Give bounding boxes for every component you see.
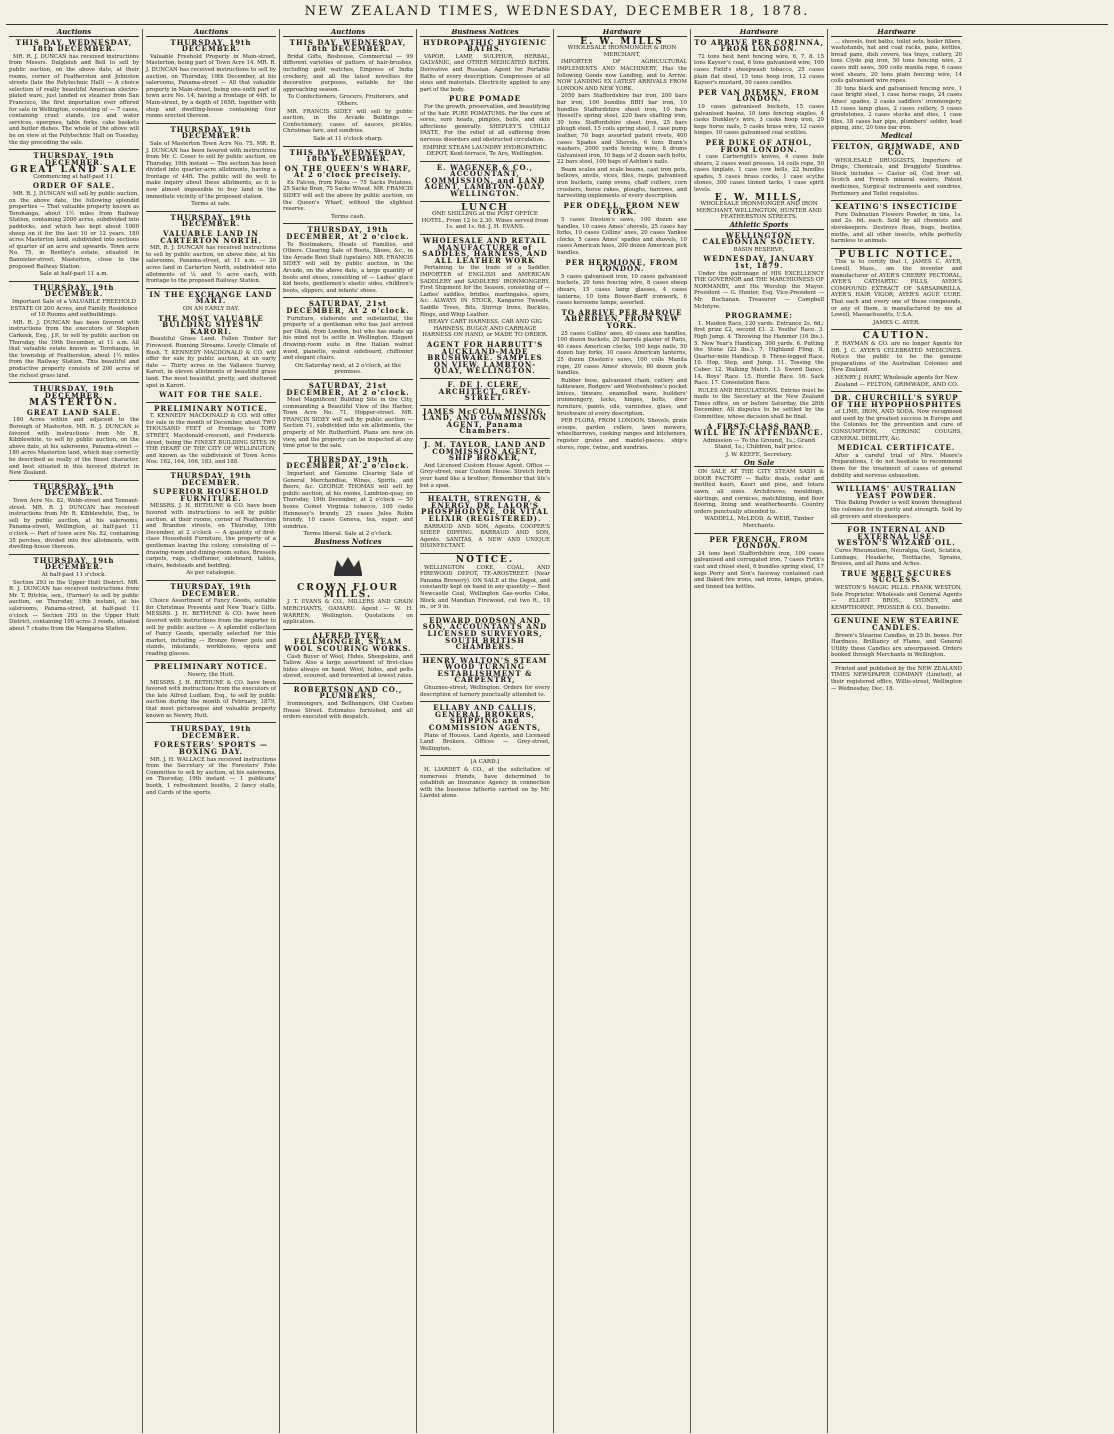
- ad-text: Most Magnificent Building Site in the City, commanding a Beautiful View of the Harbor, Town Acre No. 71, Hopper-street. MR. FRANCIS SIDEY will sell by public auction — Section 71, subdivided into six allotments, the property of Mr. Rutherfurd. Plans are now on view, and the property can be inspected at any time prior to the sale.: [283, 397, 413, 450]
- ad-text: This Baking Powder is well known throughout the colonies for its purity and strength. Sold by all grocers and storekeepers.: [831, 500, 962, 520]
- ad-title: FELTON, GRIMWADE, AND CO.: [832, 141, 961, 158]
- ad-text: 5 cases Disston's saws, 100 dozen axe handles, 10 cases Ames' shovels, 25 cases hay forks, 10 cases Collins' axes, 20 cases Yankee clocks, 5 cases Ames' spades and shovels, 10 cases American hoes, 200 dozen American pick handles.: [557, 217, 687, 256]
- divider: [694, 533, 824, 534]
- ad-text: To Bootmakers, Heads of Families, and Others. Clearing Sale of Boots, Shoes, &c., in the Arcade Boot Stall (upstairs). MR. FRANCIS SIDEY will sell by public auction, in the Arcade, on the above date, a large quantity of boots and shoes, consisting of — Ladies' glacé kid boots, gentlemen's elastic sides, children's boots, slippers, and infants' shoes.: [283, 241, 413, 294]
- ad-text: WHOLESALE DRUGGISTS, Importers of Drugs, Chemicals, and Druggists' Sundries. Stock includes — Castor oil, Cod liver oil, Scotch and French mineral waters, Patent medicines, Surgical instruments and sundries, Perfumery and Toilet requisites.: [831, 157, 962, 197]
- ad-title: PURE POMADE: [449, 94, 521, 104]
- section-heading: Auctions: [146, 29, 276, 37]
- ad-text: Cash Buyer of Wool, Hides, Sheepskins, and Tallow. Also a large assortment of first-class hides always on hand. Wool, hides, and pelts stored, scoured, and forwarded at lowest rates.: [283, 653, 413, 680]
- ad-text: MR. R. J. DUNCAN will sell by public auction, on the above date, the following splendid properties — That valuable property known as Torohanga, about 1½ miles from Railway Station, containing 2000 acres, subdivided into paddocks, and which has kept about 1000 sheep on it for the last 10 or 12 years. 180 acres Masterton land, subdivided into sections of quarter of an acre and upwards. Town acre No. 75, in Beetley's estate, situated in Bannister-street, Masterton, close to the proposed Railway Station.: [9, 191, 139, 270]
- section-heading: Business Notices: [420, 29, 550, 37]
- ad-text: MESSRS. J. H. BETHUNE & CO. have been favored with instructions to sell by public auction, at their rooms, corner of Featherston and Brandon streets, on Thursday, 19th December, at 2 o'clock — A quantity of first-class Household Furniture, the property of a gentleman leaving the colony, consisting of — drawing-room and dining-room suites, Brussels carpets, rugs, cheffonier, sideboard, tables, chairs, bedsteads and bedding.: [146, 503, 276, 569]
- ad-date: THURSDAY, 19th DECEMBER.: [170, 212, 252, 229]
- ad-title: ALFRED TYER, FELLMONGER, STEAM WOOL SCOURING WORKS.: [284, 630, 412, 653]
- divider: [283, 223, 413, 224]
- ad-text: Sale of Masterton Town Acre No. 75. MR. R. J. DUNCAN has been favored with instructions from Mr. C. Coser to sell by public auction, on Thursday, 19th instant — The section has been divided into quarter-acre allotments, having a frontage of 44ft. The public will do well to make inquiry about these allotments, as it is now almost impossible to buy land in the immediate vicinity of the proposed station.: [146, 140, 276, 200]
- ad-title: LUNCH: [461, 202, 509, 213]
- divider: [420, 161, 550, 162]
- ad-date: THURSDAY, 19th DECEMBER.: [33, 555, 115, 572]
- ad-date: THURSDAY, 19th DECEMBER.: [170, 724, 252, 740]
- ad-sub: ON AN EARLY DAY.: [182, 305, 240, 312]
- section-heading: Auctions: [9, 29, 139, 37]
- ad-text: Ironmongers, and Bellhangers, Old Custom House Street. Estimates furnished, and all orders executed with despatch.: [283, 701, 413, 721]
- column-4: [417, 29, 554, 1433]
- ad-sub: PROGRAMME:: [725, 311, 793, 321]
- ad-text: Bridal Gifts, Boshouse, Commercial — 99 different varieties of pattern of hair-brushes, including gold watches, Empress of India crockery, and all the latest novelties for decorative purposes, suitable for the approaching season.: [283, 53, 413, 93]
- ad-text: MR. J. H. WALLACE has received instructions from the Secretary of the Foresters' Fete Committee to sell by auction, at his salerooms, on Thursday, 19th instant — 1 publicans' booth, 1 refreshment booths, 2 fancy stalls, and Cards of the sports.: [146, 756, 276, 796]
- ad-text: Ghuznee-street, Wellington. Orders for every description of turnery punctually attended to.: [420, 685, 550, 698]
- divider: [146, 580, 276, 581]
- divider: [9, 554, 139, 555]
- ad-title: CAUTION.: [862, 331, 931, 342]
- ad-text: Brown's Stearine Candles, in 25 lb. boxes. For Hardness, Brilliancy of Flame, and General Utility these Candles are unsurpassed. Orders booked through Merchants in Wellington.: [831, 632, 962, 659]
- ad-title: WELLINGTON CALEDONIAN SOCIETY.: [702, 230, 816, 247]
- divider: [420, 378, 550, 379]
- divider: [146, 402, 276, 403]
- ad-date: THURSDAY, 19th DECEMBER.: [170, 581, 252, 598]
- ad-text: 5 cases galvanised iron, 10 cases galvanised buckets, 20 tons fencing wire, 8 cases sheep shears, 15 cases lamp glasses, 4 cases lanterns, 10 tons Bower-Barff ironwork, 6 cases kerosene lamps, assorted.: [557, 273, 687, 307]
- divider: [146, 123, 276, 124]
- ad-title: THE MOST VALUABLE BUILDING SITES IN KARORI.: [158, 313, 264, 336]
- ad-title: E. WAGENER & CO., ACCOUNTANT, COMMISSION, and LAND AGENT, LAMBTON-QUAY, WELLINGTON.: [424, 162, 546, 199]
- ad-title: WHOLESALE AND RETAIL MANUFACTURER of SADDLES, HARNESS, AND ALL LEATHER WORK: [422, 236, 548, 265]
- ad-title: PER ODELL, FROM NEW YORK.: [563, 200, 681, 217]
- ad-text: T. KENNEDY MACDONALD & CO. will offer for sale in the month of December, about TWO THOUSAND FEET of Frontage to TORY STREET, Macdonald-crescent, and Frederick-street, being the FINEST BUILDING SITES IN THE HEART OF THE CITY OF WELLINGTON, and known as the subdivision of Town Acres Nos. 162, 164, 166, 183, and 188.: [146, 413, 276, 466]
- ad-tail: HEAVY CART HARNESS, CAB AND GIG HARNESS, BUGGY AND CARRIAGE HARNESS ON HAND, or MADE TO ORDER.: [422, 319, 548, 339]
- divider: [283, 297, 413, 298]
- ad-sub: WHOLESALE IRONMONGER & IRON MERCHANT,: [567, 45, 677, 58]
- ad-text: Choice Assortment of Fancy Goods, suitable for Christmas Presents and New Year's Gifts. MESSRS. J. H. BETHUNE & CO. have been favored with instructions from the importer to sell by public auction — A splendid collection of Fancy Goods, specially selected for this market, including — Bronze flower pots and stands, inkstands, workboxes, opera and reading glasses.: [146, 598, 276, 657]
- divider: [420, 654, 550, 655]
- imprint: Printed and published by the NEW ZEALAND TIMES NEWSPAPER COMPANY (Limited), at their registered office, Willis-street, Wellington — Wednesday, Dec. 18.: [831, 665, 962, 692]
- divider: [420, 755, 550, 756]
- ad-title: PER VAN DIEMEN, FROM LONDON.: [698, 87, 820, 104]
- ad-tail: On Saturday next, at 2 o'clock, at the premises.: [295, 362, 401, 376]
- ad-text: 30 tons black and galvanised fencing wire, 1 case bright steel, 1 case horse rasps, 24 cases Ames' spades, 2 casks saddlers' ironmongery, 15 cases lamp glass, 2 cases cutlery, 5 cases grindstones, 2 cases stocks and dies, 1 case files, 18 cases bar pipe, plumbers' solder, lead piping, zinc, 20 tons bar iron.: [831, 85, 962, 132]
- ad-text: Valuable Freehold Property in Main-street, Masterton, being part of Town Acre 14. MR. R. J. DUNCAN has received instructions to sell by auction, on Thursday, 19th December, at his salerooms, Panama-street — All that valuable property in Main-street, being one-sixth part of town acre No. 14, having a frontage of 44ft. to Main-street, by a depth of 165ft. together with shop and dwelling-house containing four rooms erected thereon.: [146, 53, 276, 120]
- ad-title: HEALTH, STRENGTH, & ENERGY. DR. LALOR'S PHOSPHODYNE, OR VITAL ELIXIR (REGISTERED).: [421, 494, 549, 523]
- divider: [146, 660, 276, 661]
- ad-title: TRUE MERIT SECURES SUCCESS.: [841, 568, 952, 585]
- ad-title: TO ARRIVE PER BARQUE ABERDEEN, FROM NEW YORK.: [561, 307, 683, 330]
- ad-text: ... shovels, foot baths, toilet sets, boiler fillers, washstands, hat and coat racks, pans, kettles, bread pans, dish covers, tea trays, cutlery, 20 tons Clyde pig iron, 50 tons fencing wire, 2 cases mill saws, 300 coils manila rope, 6 cases wool shears, 20 tons plain fencing wire, 14 coils galvanised wire ropes.: [831, 38, 962, 85]
- ad-date: THURSDAY, 19th DECEMBER.: [170, 124, 252, 141]
- ad-date: THURSDAY, 19th DECEMBER.: [33, 481, 115, 498]
- section-heading: On Sale: [694, 460, 824, 468]
- ad-text: Section 293 in the Upper Hutt District. MR. R. J. DUNCAN has received instructions from Mr. T. Ritchie, sen., (Farmer) to sell by public auction, on Thursday, 19th instant, at his salerooms, Panama-street, at half-past 11 o'clock — Section 293 in the Upper Hutt District, containing 100 acres 3 roods, situated about 7 chains from the Mangaroa Station.: [9, 579, 139, 632]
- ad-date: THURSDAY, 19th DECEMBER.: [33, 282, 115, 299]
- ad-date: THURSDAY, 19th DECEMBER.: [170, 471, 252, 487]
- ad-date: WEDNESDAY, JANUARY 1st, 1879.: [703, 254, 815, 270]
- ad-title: PER HERMIONE, FROM LONDON.: [565, 257, 679, 274]
- crown-icon: [283, 553, 413, 580]
- divider: [9, 382, 139, 383]
- ad-title: AGENT FOR HARBUTT'S AUCKLAND-MADE BRUSHWARE. SAMPLES ON VIEW. LAMBTON-QUAY, WELLINGTON.: [426, 339, 544, 376]
- ad-text: Pertaining to the trade of a Saddler. IMPORTER of ENGLISH and AMERICAN SADDLERY and SADDLERS' IRONMONGERY. First Shipment for the Season, consisting of — Ladies' saddles, bridles, martingales, spurs, &c. ALWAYS IN STOCK, Kangaroo Tweeds, Saddle Trees, Bits, Stirrup Irons, Buckles, Rings, and Whip Leather.: [420, 265, 550, 318]
- section-heading: Hardware: [557, 29, 687, 37]
- ad-text: And Licensed Custom House Agent. Office — Grey-street, near Custom House. Stretch forth your hand like a brother; Remember that life's but a span.: [420, 462, 550, 489]
- divider: [420, 701, 550, 702]
- divider: [420, 201, 550, 202]
- ad-text: Plans of Houses, Land Agents, and Licensed Land Brokers. Offices — Grey-street, Wellington.: [420, 732, 550, 752]
- ad-text: 10 cases galvanised buckets, 15 cases galvanised basins, 10 tons fencing staples, 4 casks Dunkley's wire, 3 casks hoop iron, 20 kegs horse nails, 5 casks brass wire, 12 cases hinges, 10 cases galvanised coal scuttles.: [694, 103, 824, 137]
- ad-text: BARRAUD AND SON, Agents. COOPER'S SHEEP DIPPING, BARRAUD AND SON, Agents. SANITAS, A NEW AND UNIQUE DISINFECTANT.: [420, 523, 550, 550]
- ad-title: SUPERIOR HOUSEHOLD FURNITURE.: [152, 487, 270, 503]
- ad-text: WELLINGTON COKE, COAL, AND FIREWOOD DEPOT, TE-AROSTREET. (Near Panama Brewery). ON SALE at the Depot, and constantly kept on hand in any quantity — Best Newcastle Coal, Wellington Gas-works Coke, Block and Mandian Firewood, cut two ft., 18 in., or 9 in.: [420, 564, 550, 611]
- ad-terms: Terms at sale.: [191, 201, 231, 208]
- ad-sign: JAMES C. AYER.: [873, 319, 920, 326]
- section-heading: Business Notices: [283, 539, 413, 547]
- ad-text: 1. Maiden Race, 120 yards. Entrance 2s. 6d.; first prize £2, second £1. 2. Youths' Race. 3. High Jump. 4. Throwing the Hammer (16 lbs.). 5. New Year's Handicap, 300 yards. 6. Putting the Stone (22 lbs.). 7. Highland Fling. 8. Quarter-mile Handicap. 9. Three-legged Race. 10. Hop, Step, and Jump. 11. Tossing the Caber. 12. Walking Match. 13. Sword Dance. 14. Boys' Race. 15. Hurdle Race. 16. Sack Race. 17. Consolation Race.: [694, 320, 824, 387]
- divider: [283, 629, 413, 630]
- divider: [831, 248, 962, 249]
- ad-title: EMPIRE STEAM LAUNDRY HYDROPATHIC DEPOT, Kent-terrace, Te Aro, Wellington.: [422, 144, 548, 158]
- divider: [9, 149, 139, 150]
- column-1: [6, 29, 143, 1433]
- crown-emblem: [331, 553, 365, 577]
- ad-text: MR. R. J. DUNCAN has received instructions to sell by public auction, on above date, at his salerooms, Panama-street, at 11 a.m. — 20 acres land in Carterton North, subdivided into allotments of ¼ and ½ acre each, with frontage to the proposed Railway Station.: [146, 245, 276, 285]
- section-heading: Hardware: [694, 29, 824, 37]
- ad-text: Important and Genuine Clearing Sale of General Merchandise, Wines, Spirits, and Beers, &c. GEORGE THOMAS will sell by public auction, at his rooms, Lambton-quay, on Thursday, 19th December, at 2 o'clock — 50 boxes Comet Virginia tobacco, 100 casks Hennessy's brandy, 25 cases Jules Robin brandy, 10 cases Geneva, tea, sugar, and sundries.: [283, 471, 413, 530]
- ad-text: 24 tons best Staffordshire iron, 100 cases galvanised and corrugated iron, 7 cases Firth's cast and chisel steel, 6 bundles spring steel, 17 kegs Perry and Son's faceway contained cast and flaked fire irons, sad irons, lamps, grates, and tinned tea kettles.: [694, 550, 824, 590]
- ad-title: E. W. MILLS,: [714, 192, 804, 203]
- ad-tail: WAIT FOR THE SALE.: [159, 390, 263, 400]
- divider: [9, 480, 139, 481]
- ad-text: VAPOR, LAMP, SULPHUR, HERBAL, GALVANIC, and OTHER MEDICATED BATHS. Derivative and Russian. Agent for Portable Baths of every description. Compresses of all sizes and materials. Electricity applied to any part of the body.: [420, 53, 550, 93]
- divider: [146, 722, 276, 723]
- ad-text: 2050 bars Staffordshire bar iron, 200 bars bar iron, 100 bundles BBH bar iron, 10 bundles Staffordshire sheet iron, 10 bars Hessell's spring steel, 220 bars shafting iron, 30 tons Staffordshire sheet iron, 25 bars plough steel, 15 coils spring steel, 1 case pump leather, 70 bags assorted patent rivets, 400 cases Spades and Shovels, 6 tons Bunn's washers, 2000 yards fencing wire, 8 drums Galvanised iron, 10 bags of 2 dozen each bolts, 22 bars steel, 100 bags of Ashton's nails.: [557, 93, 687, 166]
- ad-title: E. W. MILLS: [580, 36, 664, 47]
- divider: [831, 391, 962, 392]
- ad-title: FOR INTERNAL AND EXTERNAL USE. WESTON'S WIZARD OIL.: [837, 525, 956, 548]
- columns: [6, 29, 1108, 1433]
- ad-text: PER FLORA, FROM LONDON. Shovels, grain scoops, garden rollers, lawn mowers, wheelbarrows, cooking ranges and kitcheners, register grates and mantel-pieces, ship's stores, rope, twine, and sundries.: [557, 418, 687, 451]
- ad-date: THURSDAY, 19th DECEMBER.: [170, 37, 252, 54]
- ad-text: Furniture, elaborate and substantial, the property of a gentleman who has just arrived per Otaki, from London, but who has made up his mind not to settle in Wellington. Elegant drawing-room suite in fine Italian walnut wood, pianette, walnut sideboard, chiffonier and elegant chairs.: [283, 315, 413, 362]
- ad-text: F. HAYMAN & CO. are no longer Agents for DR. J. C. AYER'S CELEBRATED MEDICINES. Notice the public to be the genuine preparations of the Australian Colonies and New Zealand.: [831, 340, 962, 374]
- divider: [831, 482, 962, 483]
- divider: [283, 146, 413, 147]
- ad-terms: Terms cash.: [331, 213, 365, 220]
- ad-text: ONE SHILLING at the POST OFFICE HOTEL. From 12 to 2.30. Wines served from 1s. and 1s. 6d. J. H. EVANS.: [421, 211, 549, 231]
- ad-title: [A CARD.]: [470, 759, 500, 766]
- ad-text: Ex Falcon, from Patea — 75 Sacks Potatoes, 25 Sacks Bran, 75 Sacks Wheat. MR. FRANCIS SIDEY will sell the above by public auction, on the Queen's Wharf, without the slightest reserve.: [283, 179, 413, 213]
- divider: [283, 379, 413, 380]
- divider: [420, 614, 550, 615]
- ad-title: PRELIMINARY NOTICE.: [154, 662, 268, 672]
- column-2: [143, 29, 280, 1433]
- ad-title: JAMES McCOLL, MINING, LAND, AND COMMISSION AGENT, Panama Chambers.: [423, 406, 547, 436]
- ad-title: ELLABY AND CALLIS, GENERAL BROKERS, SHIPPING and COMMISSION AGENTS,: [428, 703, 542, 733]
- ad-title: PER FRENCH, FROM LONDON.: [709, 534, 809, 551]
- ad-terms: Sale at half-past 11 a.m.: [39, 271, 109, 278]
- ad-text: Under the patronage of HIS EXCELLENCY THE GOVERNOR and THE MARCHIONESS OF NORMANBY, and His Worship the Mayor. President — G. Hunter, Esq. Vice-President — Mr. Buchanan. Treasurer — Campbell McIntyre.: [694, 270, 824, 310]
- ad-text: MESSRS. J. H. BETHUNE & CO. have been favored with instructions from the executors of the late Alfred Ludlam, Esq., to sell by public auction during the month of February, 1879, that most picturesque and valuable property known as Newry, Hutt.: [146, 679, 276, 719]
- divider: [420, 234, 550, 235]
- column-3: [280, 29, 417, 1433]
- ad-date: SATURDAY, 21st DECEMBER, At 2 o'clock.: [286, 380, 410, 397]
- divider: [283, 683, 413, 684]
- ad-sub: At half-past 11 o'clock.: [41, 571, 107, 578]
- ad-title: EDWARD DODSON AND SON, ACCOUNTANTS AND LICENSED SURVEYORS, SOUTH BRITISH CHAMBERS.: [422, 615, 548, 652]
- ad-date: THIS DAY, WEDNESDAY, 18th DECEMBER.: [15, 37, 133, 54]
- ad-title: TO ARRIVE PER CORINNA, FROM LONDON.: [694, 37, 824, 54]
- ad-text: MR. FRANCIS SIDEY will sell by public auction, in the Arcade Buildings — Confectionery, cases of sauces, pickles, Christmas fare, and sundries.: [283, 108, 413, 135]
- ad-text: RULES AND REGULATIONS. Entries must be made to the Secretary at the New Zealand Times office, on or before Saturday, the 28th December. All disputes to be settled by the Committee, whose decision shall be final.: [694, 387, 824, 421]
- ad-title: PUBLIC NOTICE.: [838, 249, 955, 260]
- ad-sub: ORDER OF SALE.: [32, 181, 116, 191]
- ad-title: HYDROPATHIC HYGIENIC BATHS.: [423, 37, 547, 54]
- ad-text: ON SALE AT THE CITY STEAM SASH & DOOR FACTORY — Baltic deals, cedar and mottled kauri, Kauri and pine, and totara sawn, all sizes. Architraves, mouldings, skirtings, and cornices, matchlining, and floor flooring, lining and weatherboards. Country orders punctually attended to.: [694, 469, 824, 515]
- ad-title: GREAT LAND SALE: [10, 165, 138, 176]
- divider: [420, 492, 550, 493]
- ad-date: IN THE EXCHANGE LAND MART.: [149, 289, 273, 306]
- section-heading: Medical: [831, 133, 962, 141]
- ad-sub: To Confectioners, Grocers, Fruiterers, and Others.: [287, 94, 409, 107]
- ad-date: THURSDAY, 19th DECEMBER, At 2 o'clock.: [286, 454, 410, 471]
- ad-text: For the growth, preservation, and beautifying of the hair. PURE POMATUMS. For the cure of sores, sore heads, pimples, boils, and skin affections generally. SHEPLEY'S CHILLI PASTE, For the relief of all suffering from nervous disorders and obstructed circulation.: [420, 103, 550, 143]
- ad-text: MR. R. J. DUNCAN has been favored with instructions from the executors of Stephen Carkeek, Esq., J.P., to sell by public auction on Thursday, the 19th December, at 11 a.m. All that valuable estate known as Torohanga, in the township of Featherston, about 1½ miles from the Railway Station. This beautiful and productive property consists of 200 acres of the richest grass land.: [9, 319, 139, 379]
- ad-sub: Newry, the Hutt.: [187, 672, 235, 679]
- ad-title: ON THE QUEEN'S WHARF, At 2 o'clock precisely.: [284, 163, 412, 180]
- ad-terms: Sale at 11 o'clock sharp.: [313, 135, 383, 142]
- divider: [9, 281, 139, 282]
- ad-text: Cures Rheumatism, Neuralgia, Gout, Sciatica, Lumbago, Headache, Toothache, Sprains, Bruises, and all Pains and Aches.: [831, 547, 962, 568]
- ad-sub: BASIN RESERVE,: [733, 246, 785, 253]
- ad-date: SATURDAY, 21st DECEMBER, At 2 o'clock.: [286, 299, 410, 315]
- divider: [146, 469, 276, 470]
- ad-text: Pure Dalmatian Flowers Powder, in tins, 1s. and 2s. 6d. each. Sold by all chemists and storekeepers. Destroys fleas, bugs, beetles, moths, and all other insects, while perfectly harmless to animals.: [831, 211, 962, 245]
- ad-text: WHOLESALE IRONMONGER AND IRON MERCHANT, WELLINGTON, HUNTER AND FEATHERSTON STREETS.: [696, 201, 822, 221]
- ad-text: IMPORTER OF AGRICULTURAL IMPLEMENTS AND MACHINERY, Has the following Goods now Landing, and to Arrive. NOW LANDING EX LATEST ARRIVALS FROM LONDON AND NEW YORK.: [557, 59, 687, 92]
- ad-title: J. M. TAYLOR, LAND AND COMMISSION AGENT, SHIP BROKER,: [423, 440, 547, 463]
- divider: [831, 200, 962, 201]
- ad-title: Important Sale of a VALUABLE FREEHOLD ESTATE Of 200 Acres, and Family Residence of 10 Rooms and outbuildings.: [10, 298, 138, 319]
- ad-text: Admission — To the Ground, 1s.; Grand Stand, 1s.; Children, half price.: [702, 437, 816, 451]
- ad-title: WILLIAMS' AUSTRALIAN YEAST POWDER.: [836, 484, 957, 500]
- divider: [831, 662, 962, 663]
- ad-title: GENUINE NEW STEARINE CANDLES.: [833, 616, 960, 632]
- ad-terms: Terms liberal. Sale at 2 o'clock.: [303, 531, 393, 538]
- ad-title: MEDICAL CERTIFICATE.: [837, 443, 956, 453]
- ad-sign: WADDELL, McLEOD, & WEIR, Timber Merchants.: [704, 516, 814, 529]
- divider: [420, 405, 550, 406]
- ad-title: VALUABLE LAND IN CARTERTON NORTH.: [160, 229, 262, 245]
- ad-terms: As per catalogue.: [186, 570, 236, 577]
- ad-title: DR. CHURCHILL'S SYRUP OF THE HYPOPHOSPHITES: [831, 393, 962, 409]
- divider: [283, 453, 413, 454]
- divider: [420, 438, 550, 439]
- ad-title: CROWN FLOUR MILLS.: [297, 583, 399, 600]
- ad-text: 180 Acres within and adjacent to the Borough of Masterton. MR. R. J. DUNCAN is favored with instructions from Mr. R. Kibblewhite, to sell by public auction, on the above date, at his salerooms, Panama-street — 180 acres Masterton land, which may correctly be described as really of the finest character, and best situated in this favored district in New Zealand.: [9, 417, 139, 477]
- ad-title: HENRY WALTON'S STEAM WOOD TURNING ESTABLISHMENT & CARPENTRY,: [422, 655, 548, 685]
- ad-text: After a careful trial of Mrs. Moore's Preparations, I do not hesitate to recommend them for the treatment of cases of general debility and nervous exhaustion.: [831, 452, 962, 479]
- ad-text: WESTON'S MAGIC PILLS. FRANK WESTON, Sole Proprietor. Wholesale and General Agents — ELLIOT BROS., SYDNEY, and KEMPTHORNE, PROSSER & CO., Dunedin.: [831, 584, 962, 611]
- ad-title: MASTERTON.: [29, 398, 119, 409]
- ad-text: Town Acre No. 82, Webb-street and Tennant-street. MR. R. J. DUNCAN has received instructions from Mr. R. Kibblewhite, Esq., to sell by public auction, at his salerooms, Panama-street, Wellington, at half-past 11 o'clock — Part of town acre No. 82, containing 35 perches, divided into five allotments, with dwelling-house thereon.: [9, 498, 139, 551]
- divider: [831, 523, 962, 524]
- divider: [146, 288, 276, 289]
- ad-text: H. LIARDET & CO., at the solicitation of numerous friends, have determined to establish an Insurance Agency in connection with the business hitherto carried on by Mr. Liardet alone.: [420, 767, 550, 800]
- ad-date: THURSDAY, 19th DECEMBER.: [33, 384, 115, 400]
- divider: [831, 614, 962, 615]
- ad-date: THURSDAY, 19th DECEMBER, At 2 o'clock.: [286, 225, 410, 242]
- ad-date: THIS DAY, WEDNESDAY, 18th DECEMBER.: [289, 37, 407, 54]
- ad-text: MR. R. J. DUNCAN has received instructions from Messrs. Dalgleish and Bell to sell by public auction, on the above date, at their rooms, corner of Featherston and Johnston streets (late the Polytechnic Hall) — A choice selection of really beautiful American electro-plated ware, just landed ex steamer from San Francisco, the first importation ever offered for sale in Wellington, consisting of — 7 cases, containing cruet stands, ice and water services, epergnes, table forks, cake baskets and butter dishes. The whole of the above will be on view at the Polytechnic Hall on Tuesday, the day preceding the sale.: [9, 53, 139, 146]
- divider: [146, 211, 276, 212]
- divider: [831, 329, 962, 330]
- ad-text: Rubber hose, galvanised chain, cutlery and tableware, Rodgers' and Wostenholme's pocket knives, tinware, enamelled ware, builders' ironmongery, locks, hinges, bolts, door furniture, paints, oils, varnishes, glass, and brushware of every description.: [557, 377, 687, 417]
- ad-title: F. DE J. CLERE, ARCHITECT, GREY-STREET.: [438, 379, 532, 403]
- section-heading: Hardware: [831, 29, 962, 37]
- ad-text: 72 tons best bent fencing wire, 6, 7, 8. 15 tons Kayser's coal, 6 tons galvanised wire, 100 cases Field's sheepwash tobacco, 25 cases plain flat steel, 15 tons hoop iron, 12 cases Kayser's mustard, 50 cases candles.: [694, 53, 824, 87]
- section-heading: Athletic Sports: [694, 222, 824, 230]
- ad-title: PER DUKE OF ATHOL, FROM LONDON.: [705, 137, 813, 154]
- ad-date: THIS DAY, WEDNESDAY, 18th DECEMBER.: [289, 147, 407, 164]
- section-heading: Auctions: [283, 29, 413, 37]
- ad-text: Beam scales and scale beams, cast iron pots, bellows, anvils, vices, files, rasps, galvanised iron buckets, camp ovens, chaff cutters, corn crushers, horse rakes, ploughs, harrows, and harvesting implements of every description.: [557, 166, 687, 200]
- ad-sub: Commencing at half-past 11.: [33, 173, 115, 180]
- ad-text: J. T. EVANS & CO., MILLERS AND GRAIN MERCHANTS, OAMARU. Agent — W. H. WARREN, Wellington. Quotations on application.: [283, 599, 413, 626]
- ad-date: THURSDAY, 19th DECEMBER.: [33, 151, 115, 167]
- column-6: [691, 29, 828, 1433]
- ad-text: 1 case Cartwright's knives, 4 cases bale shears, 2 cases wool presses, 14 coils rope, 50 cases tinplate, 1 case cow bells, 22 bundles spades, 5 cases brass cocks, 1 case scythe stones, 300 cases tinned tacks, 1 case spirit levels.: [694, 154, 824, 194]
- ad-sub: GREAT LAND SALE.: [26, 407, 122, 417]
- ad-text: This is to certify that I, JAMES C. AYER, Lowell, Mass., am the inventor and manufacturer of AYER'S CHERRY PECTORAL, AYER'S CATHARTIC PILLS, AYER'S COMPOUND EXTRACT OF SARSAPARILLA, AYER'S HAIR VIGOR, AYER'S AGUE CURE. That each and every one of these compounds, or any of them, is manufactured by me at Lowell, Massachusetts, U.S.A.: [831, 259, 962, 319]
- ad-sub: A FIRST-CLASS BAND WILL BE IN ATTENDANCE.: [694, 421, 824, 438]
- ad-title: KEATING'S INSECTICIDE: [835, 202, 958, 212]
- ad-sign: J. W. KEEFE, Secretary.: [725, 452, 793, 459]
- ad-sub: HENRY J. HART, Wholesale agents for New Zealand — FELTON, GRIMWADE, AND CO.: [834, 374, 959, 388]
- ad-title: PRELIMINARY NOTICE.: [154, 403, 268, 413]
- ad-title: FORESTERS' SPORTS — BOXING DAY.: [153, 740, 269, 756]
- ad-text: of LIME, IRON, AND SODA. Now recognised and used by the greatest success in Europe and the Colonies for the prevention and cure of CONSUMPTION, CHRONIC COUGHS, GENERAL DEBILITY, &c.: [831, 409, 962, 442]
- divider: [420, 553, 550, 554]
- ad-text: 25 cases Collins' axes, 40 cases axe handles, 100 dozen buckets, 20 barrels plaster of Paris, 40 cases American clocks, 100 kegs nails, 50 dozen hay forks, 10 cases American lanterns, 25 dozen Disston's saws, 100 coils Manila rope, 20 cases Ames' shovels, 60 dozen pick handles.: [557, 330, 687, 377]
- ad-text: Beautiful Grass Land. Fallen Timber for Firewood. Running Streams. Lovely Climate of Bush. T. KENNEDY MACDONALD & CO. will offer for sale by public auction, at an early date — Thirty acres in the Vallance Survey, Karori, in eleven allotments of beautiful grass land. The most beautiful, pretty, and sheltered spot in Karori.: [146, 336, 276, 389]
- column-7: [828, 29, 965, 1433]
- ad-title: ROBERTSON AND CO., PLUMBERS,: [293, 684, 403, 701]
- ad-title: NOTICE.: [455, 554, 515, 565]
- column-5: [554, 29, 691, 1433]
- masthead: NEW ZEALAND TIMES, WEDNESDAY, DECEMBER 18, 1878.: [6, 4, 1108, 25]
